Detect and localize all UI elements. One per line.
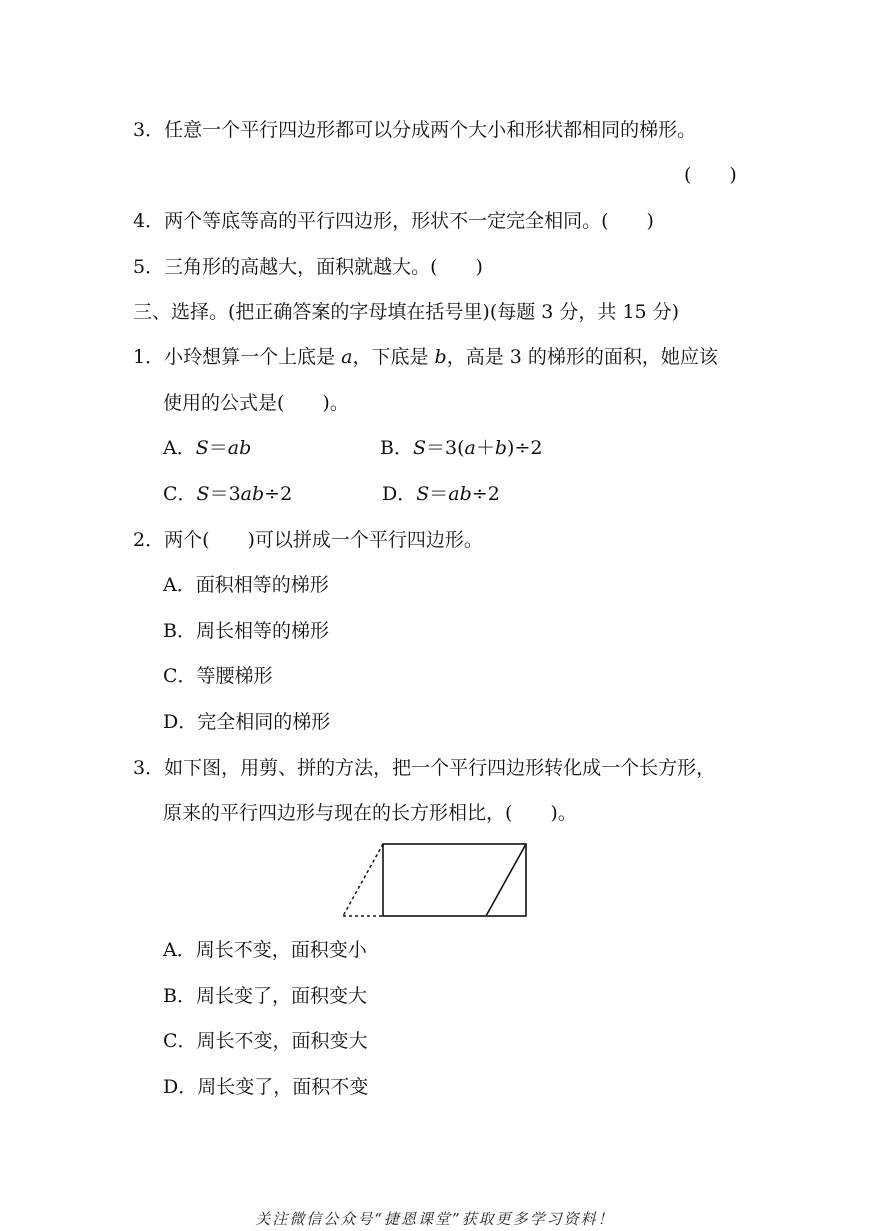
formula-var: ab	[240, 483, 265, 505]
dashed-triangle-edge	[343, 844, 383, 916]
footer-note: 关注微信公众号“捷恩课堂”获取更多学习资料！	[255, 1210, 615, 1228]
var-S: S	[195, 437, 209, 459]
choice-q1-line1	[133, 344, 718, 370]
choice-q1-mid1: ，下底是	[352, 346, 435, 368]
choice-q3-stem-line1: 3．如下图，用剪、拼的方法，把一个平行四边形转化成一个长方形，	[133, 757, 716, 779]
option-label: D．	[382, 483, 417, 505]
formula-part: ＝3(	[426, 437, 465, 459]
option-label: A．	[163, 437, 196, 459]
judge-q5: 5．三角形的高越大，面积就越大。( )	[133, 256, 483, 278]
formula-part: ÷2	[264, 483, 293, 505]
choice-q2-option-b: B．周长相等的梯形	[163, 620, 329, 642]
var-b: b	[434, 346, 447, 368]
judge-q4: 4．两个等底等高的平行四边形，形状不一定完全相同。( )	[133, 210, 654, 232]
judge-q3: 3．任意一个平行四边形都可以分成两个大小和形状都相同的梯形。	[133, 119, 697, 141]
formula-part: ÷2	[471, 483, 500, 505]
formula-part: ＝3	[209, 483, 241, 505]
choice-q2-option-a: A．面积相等的梯形	[163, 574, 329, 596]
choice-q1-mid2: ，高是 3 的梯形的面积，她应该	[446, 346, 718, 368]
parallelogram-to-rectangle-figure	[338, 840, 532, 922]
formula-part: ＝	[208, 437, 228, 459]
cut-line	[486, 844, 526, 916]
choice-q3-stem-line2: 原来的平行四边形与现在的长方形相比，( )。	[163, 802, 577, 824]
choice-q2-stem: 2．两个( )可以拼成一个平行四边形。	[133, 529, 483, 551]
judge-q3-answer-paren: ( )	[684, 164, 737, 186]
formula-var: a	[464, 437, 476, 459]
choice-q1-line2: 使用的公式是( )。	[163, 392, 349, 414]
choice-q1-prefix: 1．小玲想算一个上底是	[133, 346, 342, 368]
choice-q3-option-b: B．周长变了，面积变大	[163, 985, 367, 1007]
choice-q1-option-d	[382, 481, 500, 507]
var-a: a	[341, 346, 353, 368]
rectangle-shape	[383, 844, 526, 916]
var-S: S	[196, 483, 210, 505]
choice-q2-option-c: C．等腰梯形	[163, 665, 273, 687]
choice-q1-option-b	[380, 435, 542, 461]
option-label: C．	[163, 483, 197, 505]
option-label: B．	[380, 437, 413, 459]
choice-q1-option-c	[163, 481, 292, 507]
choice-q3-option-d: D．周长变了，面积不变	[163, 1076, 369, 1098]
choice-q1-option-a	[163, 435, 251, 461]
formula-part: ＋	[475, 437, 495, 459]
var-S: S	[412, 437, 426, 459]
formula-var: ab	[448, 483, 472, 505]
choice-q2-option-d: D．完全相同的梯形	[163, 711, 331, 733]
choice-q3-option-c: C．周长不变，面积变大	[163, 1030, 368, 1052]
var-S: S	[416, 483, 430, 505]
choice-q3-option-a: A．周长不变，面积变小	[163, 939, 367, 961]
formula-var: ab	[227, 437, 252, 459]
formula-var: b	[494, 437, 508, 459]
section3-heading: 三、选择。(把正确答案的字母填在括号里)(每题 3 分，共 15 分)	[133, 301, 680, 323]
formula-part: ＝	[429, 483, 449, 505]
formula-part: )÷2	[507, 437, 543, 459]
